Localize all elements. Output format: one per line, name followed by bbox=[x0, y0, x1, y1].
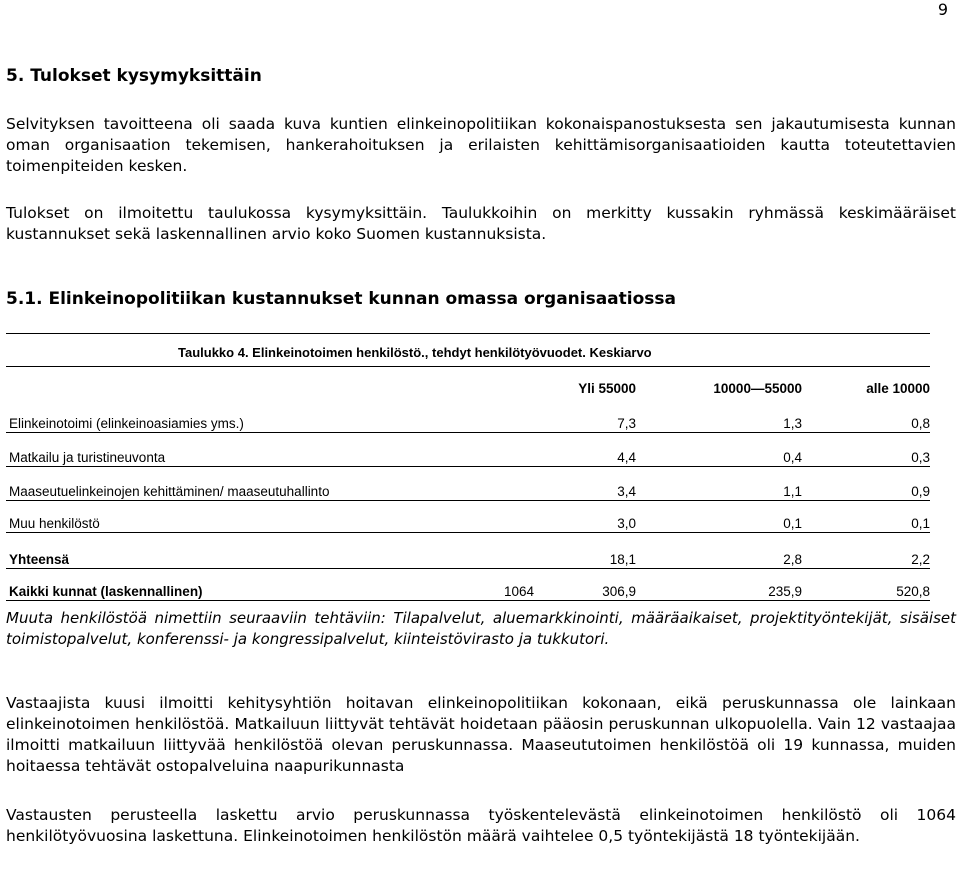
body-paragraph: Vastausten perusteella laskettu arvio peruskunnassa työskentelevästä elinkeinotoimen henkilöstö oli 1064 henkilötyövuosina laskettuna. Elinkeinotoimen henkilöstön määrä vaihtelee 0,5 työntekijästä 18 työntekijään. bbox=[6, 806, 956, 845]
table-row bbox=[6, 414, 930, 433]
column-header: alle 10000 bbox=[866, 381, 930, 396]
cell-value: 1064 bbox=[503, 584, 534, 599]
cell-value: 0,1 bbox=[911, 516, 930, 531]
subsection-title: 5.1. Elinkeinopolitiikan kustannukset kunnan omassa organisaatiossa bbox=[6, 289, 676, 309]
cell-value: 2,8 bbox=[783, 552, 802, 567]
cell-value: 520,8 bbox=[896, 584, 930, 599]
intro-paragraph: Selvityksen tavoitteena oli saada kuva kuntien elinkeinopolitiikan kokonaispanostuksesta sen jakautumisesta kunnan oman organisaation tekemisen, hankerahoituksen ja erilaisten kehittämisorganisaatioiden kautta toteutettavien toimenpiteiden kesken. bbox=[6, 115, 956, 175]
cell-value: 3,4 bbox=[617, 484, 636, 499]
column-header: 10000—55000 bbox=[713, 381, 802, 396]
cell-value: 0,8 bbox=[911, 416, 930, 431]
cell-value: 7,3 bbox=[617, 416, 636, 431]
table-row bbox=[6, 482, 930, 501]
page-number: 9 bbox=[937, 0, 948, 19]
cell-value: 1,3 bbox=[783, 416, 802, 431]
table-total-row bbox=[6, 550, 930, 569]
cell-value: 3,0 bbox=[617, 516, 636, 531]
row-label: Yhteensä bbox=[9, 552, 70, 567]
body-paragraph: Vastaajista kuusi ilmoitti kehitysyhtiön hoitavan elinkeinopolitiikan kokonaan, eikä peruskunnassa ole lainkaan elinkeinotoimen henkilöstöä. Matkailuun liittyvät tehtävät hoidetaan pääosin peruskunnan ulkopuolella. Vain 12 vastaajaa ilmoitti matkailuun liittyvää henkilöstöä olevan peruskunnassa. Maaseututoimen henkilöstöä oli 19 kunnassa, muiden hoitaessa tehtävät ostopalveluina naapurikunnasta bbox=[6, 694, 956, 775]
table-row bbox=[6, 448, 930, 467]
cell-value: 235,9 bbox=[768, 584, 802, 599]
cell-value: 4,4 bbox=[617, 450, 636, 465]
table-caption: Taulukko 4. Elinkeinotoimen henkilöstö., tehdyt henkilötyövuodet. Keskiarvo bbox=[178, 345, 652, 360]
column-header: Yli 55000 bbox=[578, 381, 636, 396]
table-all-municipalities-row bbox=[6, 582, 930, 601]
section-title: 5. Tulokset kysymyksittäin bbox=[6, 66, 262, 86]
cell-value: 1,1 bbox=[783, 484, 802, 499]
row-label: Matkailu ja turistineuvonta bbox=[9, 450, 166, 465]
cell-value: 18,1 bbox=[609, 552, 636, 567]
row-label: Elinkeinotoimi (elinkeinoasiamies yms.) bbox=[9, 416, 244, 431]
cell-value: 0,9 bbox=[911, 484, 930, 499]
cell-value: 0,1 bbox=[783, 516, 802, 531]
row-label: Kaikki kunnat (laskennallinen) bbox=[9, 584, 203, 599]
table-header-row bbox=[6, 379, 930, 397]
cell-value: 0,4 bbox=[783, 450, 802, 465]
table-row bbox=[6, 514, 930, 533]
row-label: Muu henkilöstö bbox=[9, 516, 100, 531]
cell-value: 2,2 bbox=[911, 552, 930, 567]
table-top-rule bbox=[6, 333, 930, 334]
row-label: Maaseutuelinkeinojen kehittäminen/ maaseutuhallinto bbox=[9, 484, 330, 499]
table-note: Muuta henkilöstöä nimettiin seuraaviin tehtäviin: Tilapalvelut, aluemarkkinointi, määräaikaiset, projektityöntekijät, sisäiset toimistopalvelut, konferenssi- ja kongressipalvelut, kiinteistövirasto ja tukkutori. bbox=[6, 609, 956, 648]
results-paragraph: Tulokset on ilmoitettu taulukossa kysymyksittäin. Taulukkoihin on merkitty kussakin ryhmässä keskimääräiset kustannukset sekä laskennallinen arvio koko Suomen kustannuksista. bbox=[6, 204, 956, 243]
table-caption-rule bbox=[6, 366, 930, 367]
cell-value: 0,3 bbox=[911, 450, 930, 465]
cell-value: 306,9 bbox=[602, 584, 636, 599]
